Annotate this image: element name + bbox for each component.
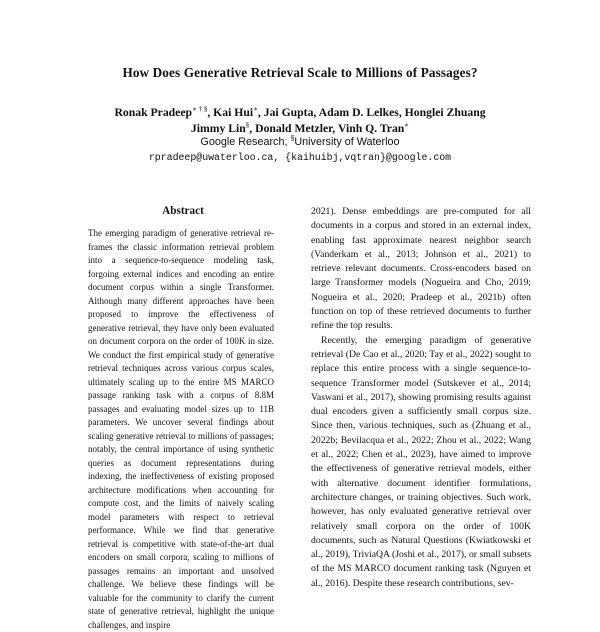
intro-paragraph-2: Recently, the emerging paradigm of generative retrieval (De Cao et al., 2020; Tay et al., 2022) sought to replace this entire process with a single sequence-to-sequence Transformer model (Sutskever et al., 2014; Vaswani et al., 2017), showing promising results against dual encoders given a sufficiently small corpus size. Since then, various techniques, such as (Zhuang et al., 2022b; Bevilacqua et al., 2022; Zhou et al., 2022; Wang et al., 2022; Chen et al., 2023), have aimed to improve the effectiveness of generative retrieval models, either with alternative document identifier formulations, architecture changes, or training objectives. Such work, however, has only evaluated generative retrieval over relatively small corpora on the order of 100K documents, such as Natural Questions (Kwiatkowski et al., 2019), TriviaQA (Joshi et al., 2017), or small subsets of the MS MARCO document ranking task (Nguyen et al., 2016). Despite these research contributions, sev-: [311, 334, 531, 589]
author-list: [0, 105, 600, 137]
affiliation-org-1: Google Research,: [200, 136, 288, 148]
affiliation-org-2: University of Waterloo: [294, 136, 400, 148]
author-name: Jimmy Lin: [190, 122, 246, 135]
author-marks: ∗: [404, 121, 410, 130]
author-name: Vinh Q. Tran: [337, 122, 405, 135]
author-name: Kai Hui: [213, 106, 254, 119]
paper-title: How Does Generative Retrieval Scale to Millions of Passages?: [122, 65, 478, 80]
abstract-heading: Abstract: [162, 205, 204, 217]
author-name: Jai Gupta: [263, 106, 314, 119]
author-line-1: Ronak Pradeep∗ † §, Kai Hui∗, Jai Gupta, Adam D. Lelkes, Honglei Zhuang: [114, 105, 486, 119]
intro-paragraph-1: 2021). Dense embeddings are pre-computed for all documents in a corpus and stored in an external index, enabling fast approximate nearest neighbor search (Vanderkam et al., 2013; Johnson et al., 2021) to retrieve relevant documents. Cross-encoders based on large Transformer models (Nogueira and Cho, 2019; Nogueira et al., 2020; Pradeep et al., 2021b) often function on top of these retrieved documents to further refine the top results.: [311, 206, 531, 332]
author-name: Donald Metzler: [255, 122, 333, 135]
author-name: Honglei Zhuang: [404, 106, 486, 119]
affiliation: [0, 136, 600, 148]
author-name: Adam D. Lelkes: [318, 106, 399, 119]
author-emails: rpradeep@uwaterloo.ca, {kaihuibj,vqtran}@google.com: [148, 152, 452, 163]
intro-column: [311, 205, 531, 591]
affiliation-mark: §: [290, 135, 295, 143]
author-marks: ∗: [253, 105, 258, 114]
author-line-2: Jimmy Lin§, Donald Metzler, Vinh Q. Tran∗: [190, 121, 410, 135]
author-marks: §: [245, 121, 250, 130]
abstract-text: The emerging paradigm of generative retrieval re-frames the classic information retrieval problem into a sequence-to-sequence modeling task, forgoing external indices and encoding an entire document corpus within a single Transformer. Although many different approaches have been proposed to improve the effectiveness of generative retrieval, they have only been evaluated on document corpora on the order of 100K in size. We conduct the first empirical study of generative retrieval techniques across various corpus scales, ultimately scaling up to the entire MS MARCO passage ranking task with a corpus of 8.8M passages and evaluating model sizes up to 11B parameters. We uncover several findings about scaling generative retrieval to millions of passages; notably, the central importance of using synthetic queries as document representations during indexing, the ineffectiveness of existing proposed architecture modifications when accounting for compute cost, and the limits of naively scaling model parameters with respect to retrieval performance. While we find that generative retrieval is competitive with state-of-the-art dual encoders on small corpora, scaling to millions of passages remains an important and unsolved challenge. We believe these findings will be valuable for the community to clarify the current state of generative retrieval, highlight the unique challenges, and inspire: [88, 228, 274, 630]
author-marks: ∗ † §: [192, 105, 208, 114]
author-name: Ronak Pradeep: [114, 106, 193, 119]
